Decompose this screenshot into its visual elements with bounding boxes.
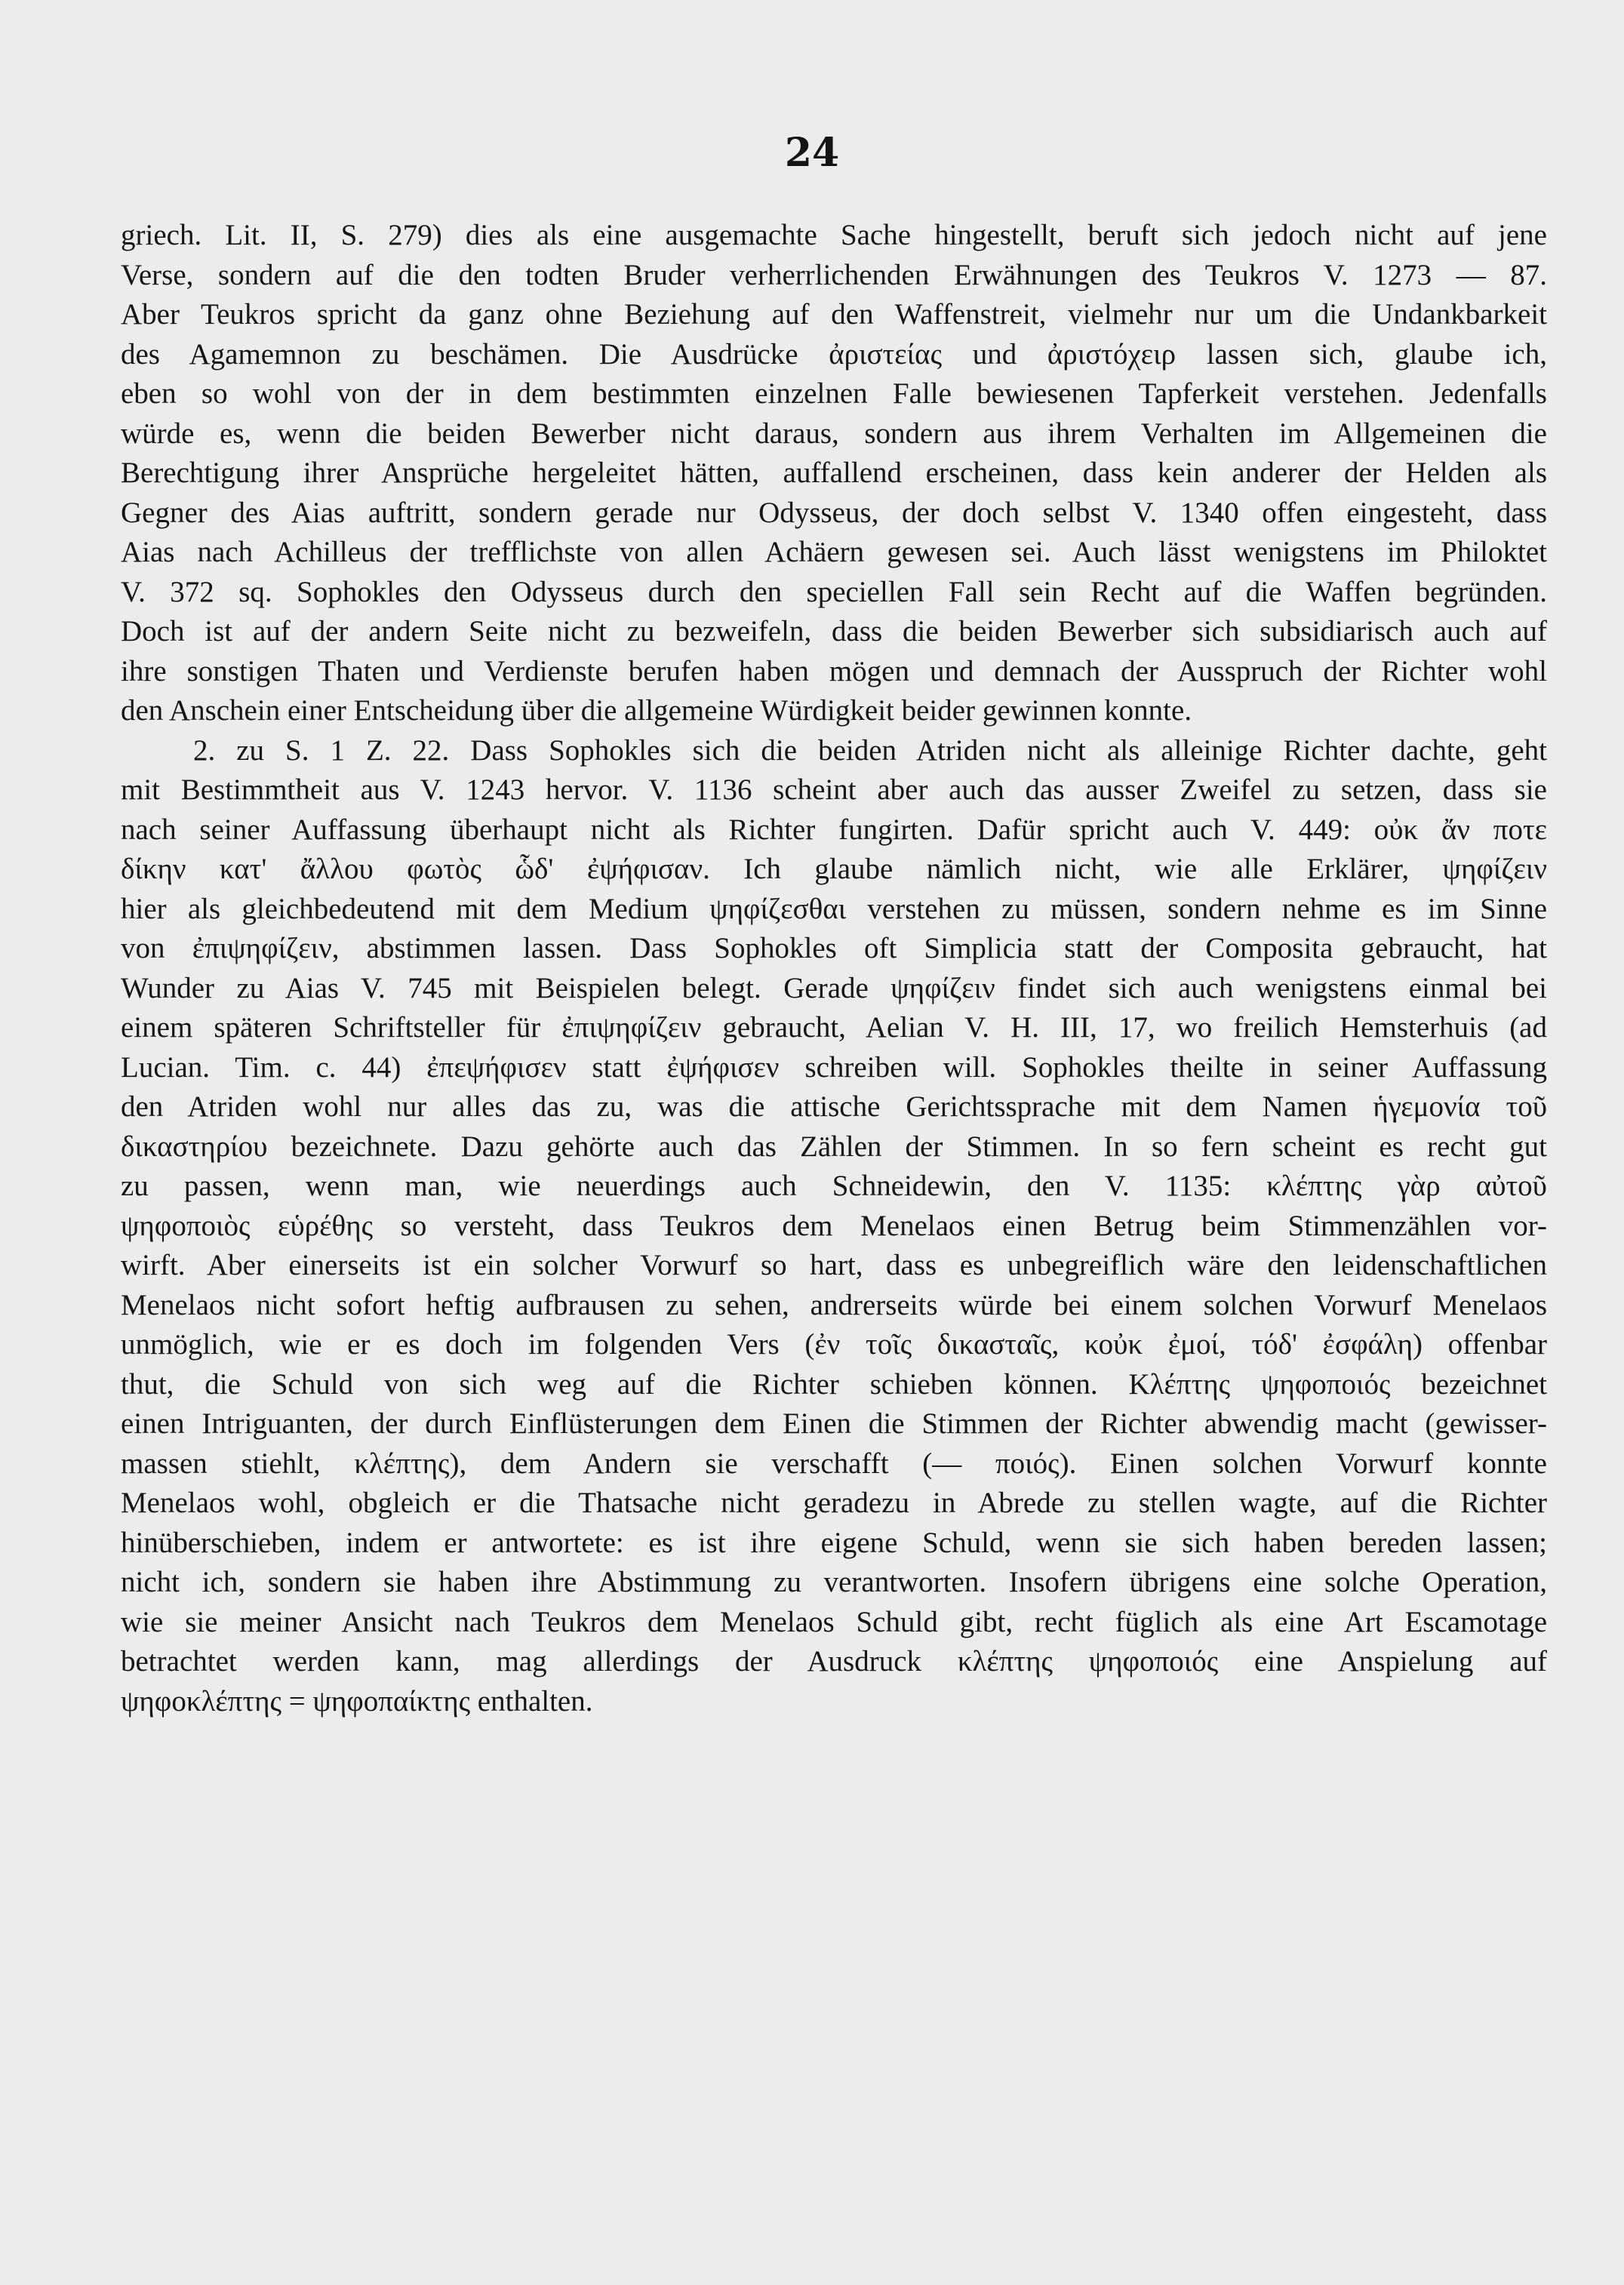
text-line: mit Bestimmtheit aus V. 1243 hervor. V. 1136 scheint aber auch das ausser Zweifel zu setzen, dass sie: [121, 773, 1547, 806]
text-line: δικαστηρίου bezeichnete. Dazu gehörte auch das Zählen der Stimmen. In so fern scheint es recht gut: [121, 1130, 1547, 1163]
text-line: Menelaos wohl, obgleich er die Thatsache nicht geradezu in Abrede zu stellen wagte, auf die Richter: [121, 1487, 1547, 1519]
text-line: wirft. Aber einerseits ist ein solcher Vorwurf so hart, dass es unbegreiflich wäre den leidenschaftlichen: [121, 1249, 1547, 1281]
body-text: [121, 216, 1547, 1721]
text-line: den Anschein einer Entscheidung über die allgemeine Würdigkeit beider gewinnen konnte.: [121, 694, 1192, 727]
text-line: Aias nach Achilleus der trefflichste von allen Achäern gewesen sei. Auch lässt wenigstens im Philoktet: [121, 536, 1547, 568]
text-line: Doch ist auf der andern Seite nicht zu bezweifeln, dass die beiden Bewerber sich subsidiarisch auch auf: [121, 615, 1547, 647]
text-line: ψηφοκλέπτης = ψηφοπαίκτης enthalten.: [121, 1684, 593, 1718]
text-line: zu passen, wenn man, wie neuerdings auch Schneidewin, den V. 1135: κλέπτης γὰρ αὐτοῦ: [121, 1170, 1547, 1202]
text-line: einen Intriguanten, der durch Einflüsterungen dem Einen die Stimmen der Richter abwendig macht (gewisser-: [121, 1407, 1547, 1440]
text-line: hier als gleichbedeutend mit dem Medium ψηφίζεσθαι verstehen zu müssen, sondern nehme es im Sinne: [121, 892, 1547, 925]
text-line: 2. zu S. 1 Z. 22. Dass Sophokles sich die beiden Atriden nicht als alleinige Richter dachte, geht: [193, 733, 1547, 767]
text-line: einem späteren Schriftsteller für ἐπιψηφίζειν gebraucht, Aelian V. H. III, 17, wo freilich Hemsterhuis (ad: [121, 1011, 1547, 1044]
text-line: Wunder zu Aias V. 745 mit Beispielen belegt. Gerade ψηφίζειν findet sich auch wenigstens einmal bei: [121, 971, 1547, 1004]
text-line: unmöglich, wie er es doch im folgenden Vers (ἐν τοῖς δικασταῖς, κοὐκ ἐμοί, τόδ' ἐσφάλη) offenbar: [121, 1328, 1547, 1361]
text-line: δίκην κατ' ἄλλου φωτὸς ὧδ' ἐψήφισαν. Ich glaube nämlich nicht, wie alle Erklärer, ψηφίζειν: [121, 853, 1547, 885]
text-line: nach seiner Auffassung überhaupt nicht als Richter fungirten. Dafür spricht auch V. 449: οὐκ ἄν ποτε: [121, 813, 1547, 846]
text-line: Aber Teukros spricht da ganz ohne Beziehung auf den Waffenstreit, vielmehr nur um die Undankbarkeit: [121, 298, 1547, 331]
text-line: eben so wohl von der in dem bestimmten einzelnen Falle bewiesenen Tapferkeit verstehen. Jedenfalls: [121, 377, 1547, 410]
text-line: Berechtigung ihrer Ansprüche hergeleitet hätten, auffallend erscheinen, dass kein anderer der Helden als: [121, 457, 1547, 489]
page-number: 24: [784, 130, 840, 176]
text-line: des Agamemnon zu beschämen. Die Ausdrücke ἀριστείας und ἀριστόχειρ lassen sich, glaube ich,: [121, 337, 1547, 371]
text-line: von ἐπιψηφίζειν, abstimmen lassen. Dass Sophokles oft Simplicia statt der Composita gebraucht, hat: [121, 932, 1547, 964]
text-line: nicht ich, sondern sie haben ihre Abstimmung zu verantworten. Insofern übrigens eine solche Operation,: [121, 1566, 1547, 1598]
text-line: wie sie meiner Ansicht nach Teukros dem Menelaos Schuld gibt, recht füglich als eine Art Escamotage: [121, 1605, 1547, 1638]
text-line: würde es, wenn die beiden Bewerber nicht daraus, sondern aus ihrem Verhalten im Allgemeinen die: [121, 417, 1547, 450]
text-line: Lucian. Tim. c. 44) ἐπεψήφισεν statt ἐψήφισεν schreiben will. Sophokles theilte in seiner Auffassung: [121, 1050, 1547, 1084]
text-line: massen stiehlt, κλέπτης), dem Andern sie verschafft (— ποιός). Einen solchen Vorwurf konnte: [121, 1447, 1547, 1480]
text-line: Gegner des Aias auftritt, sondern gerade nur Odysseus, der doch selbst V. 1340 offen eingesteht, dass: [121, 496, 1547, 529]
text-line: griech. Lit. II, S. 279) dies als eine ausgemachte Sache hingestellt, beruft sich jedoch nicht auf jene: [121, 219, 1547, 251]
text-line: ψηφοποιὸς εὑρέθης so versteht, dass Teukros dem Menelaos einen Betrug beim Stimmenzählen vor-: [121, 1209, 1547, 1242]
text-line: thut, die Schuld von sich weg auf die Richter schieben können. Κλέπτης ψηφοποιός bezeichnet: [121, 1367, 1547, 1401]
text-line: ihre sonstigen Thaten und Verdienste berufen haben mögen und demnach der Ausspruch der Richter wohl: [121, 654, 1547, 687]
text-line: Verse, sondern auf die den todten Bruder verherrlichenden Erwähnungen des Teukros V. 1273 — 87.: [121, 258, 1547, 291]
text-line: V. 372 sq. Sophokles den Odysseus durch den speciellen Fall sein Recht auf die Waffen begründen.: [121, 575, 1547, 608]
text-line: hinüberschieben, indem er antwortete: es ist ihre eigene Schuld, wenn sie sich haben bereden lassen;: [121, 1526, 1547, 1559]
text-line: den Atriden wohl nur alles das zu, was die attische Gerichtssprache mit dem Namen ἡγεμονία τοῦ: [121, 1090, 1547, 1123]
text-line: Menelaos nicht sofort heftig aufbrausen zu sehen, andrerseits würde bei einem solchen Vorwurf Menelaos: [121, 1288, 1547, 1321]
text-line: betrachtet werden kann, mag allerdings der Ausdruck κλέπτης ψηφοποιός eine Anspielung auf: [121, 1645, 1547, 1678]
